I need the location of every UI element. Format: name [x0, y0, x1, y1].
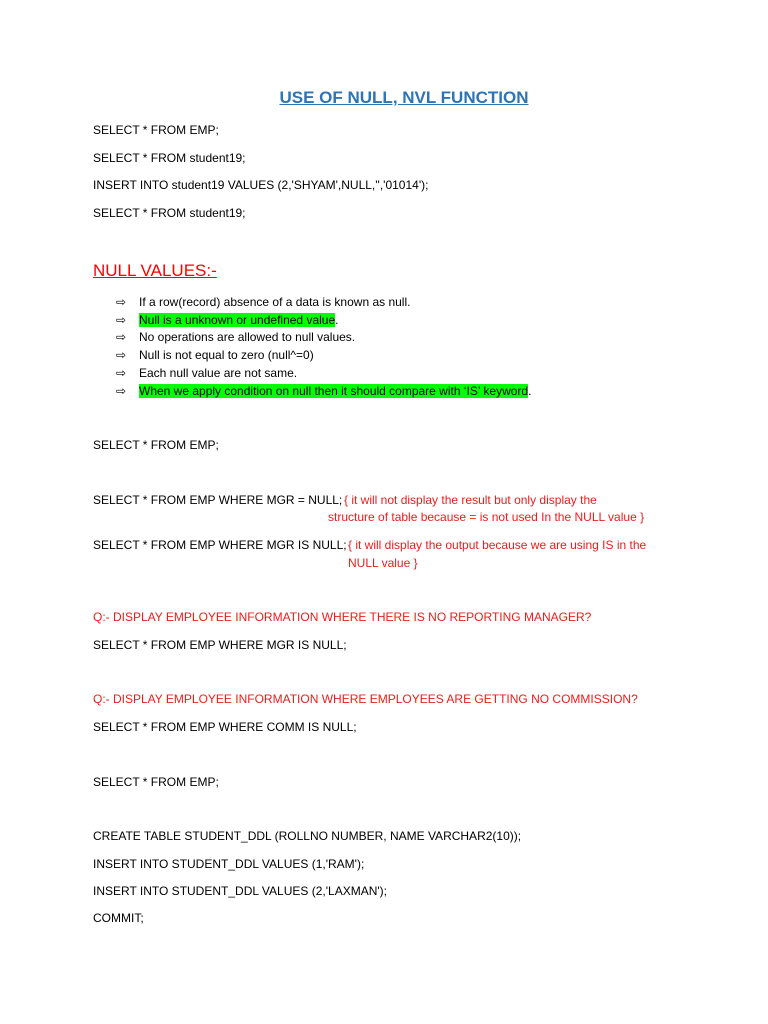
sql-line: SELECT * FROM EMP WHERE MGR IS NULL;	[93, 538, 347, 552]
bullet-item: If a row(record) absence of a data is known as null.	[139, 295, 411, 309]
sql-line: COMMIT;	[93, 911, 144, 925]
sql-line: SELECT * FROM student19;	[93, 151, 246, 165]
sql-line: INSERT INTO student19 VALUES (2,'SHYAM',NULL,'','01014');	[93, 178, 429, 192]
page-title: USE OF NULL, NVL FUNCTION	[279, 88, 529, 107]
bullet-item: No operations are allowed to null values.	[139, 330, 356, 344]
bullet-item: Null is not equal to zero (null^=0)	[139, 348, 314, 362]
arrow-bullet-icon: ⇨	[116, 295, 127, 309]
note-text: structure of table because = is not used In the NULL value }	[328, 510, 645, 524]
sql-line: SELECT * FROM EMP;	[93, 438, 219, 452]
bullet-item: Each null value are not same.	[139, 366, 298, 380]
bullet-item: When we apply condition on null then it should compare with ‘IS’ keyword.	[139, 384, 532, 398]
sql-line: CREATE TABLE STUDENT_DDL (ROLLNO NUMBER, NAME VARCHAR2(10));	[93, 829, 522, 843]
sql-line: SELECT * FROM EMP WHERE MGR IS NULL;	[93, 638, 347, 652]
sql-line: SELECT * FROM student19;	[93, 206, 246, 220]
question-text: Q:- DISPLAY EMPLOYEE INFORMATION WHERE THERE IS NO REPORTING MANAGER?	[93, 610, 592, 624]
sql-line: SELECT * FROM EMP;	[93, 775, 219, 789]
arrow-bullet-icon: ⇨	[116, 330, 127, 344]
sql-line: INSERT INTO STUDENT_DDL VALUES (2,'LAXMAN');	[93, 884, 387, 898]
arrow-bullet-icon: ⇨	[116, 348, 127, 362]
sql-line: SELECT * FROM EMP WHERE COMM IS NULL;	[93, 720, 357, 734]
note-text: { it will display the output because we are using IS in the	[348, 538, 647, 552]
note-text: NULL value }	[348, 556, 418, 570]
arrow-bullet-icon: ⇨	[116, 313, 127, 327]
section-heading-null-values: NULL VALUES:-	[93, 261, 217, 280]
sql-line: INSERT INTO STUDENT_DDL VALUES (1,'RAM');	[93, 857, 365, 871]
note-text: { it will not display the result but only display the	[344, 493, 597, 507]
arrow-bullet-icon: ⇨	[116, 384, 127, 398]
question-text: Q:- DISPLAY EMPLOYEE INFORMATION WHERE EMPLOYEES ARE GETTING NO COMMISSION?	[93, 692, 638, 706]
arrow-bullet-icon: ⇨	[116, 366, 127, 380]
sql-line: SELECT * FROM EMP;	[93, 123, 219, 137]
bullet-item: Null is a unknown or undefined value.	[139, 313, 339, 327]
sql-line: SELECT * FROM EMP WHERE MGR = NULL;	[93, 493, 343, 507]
